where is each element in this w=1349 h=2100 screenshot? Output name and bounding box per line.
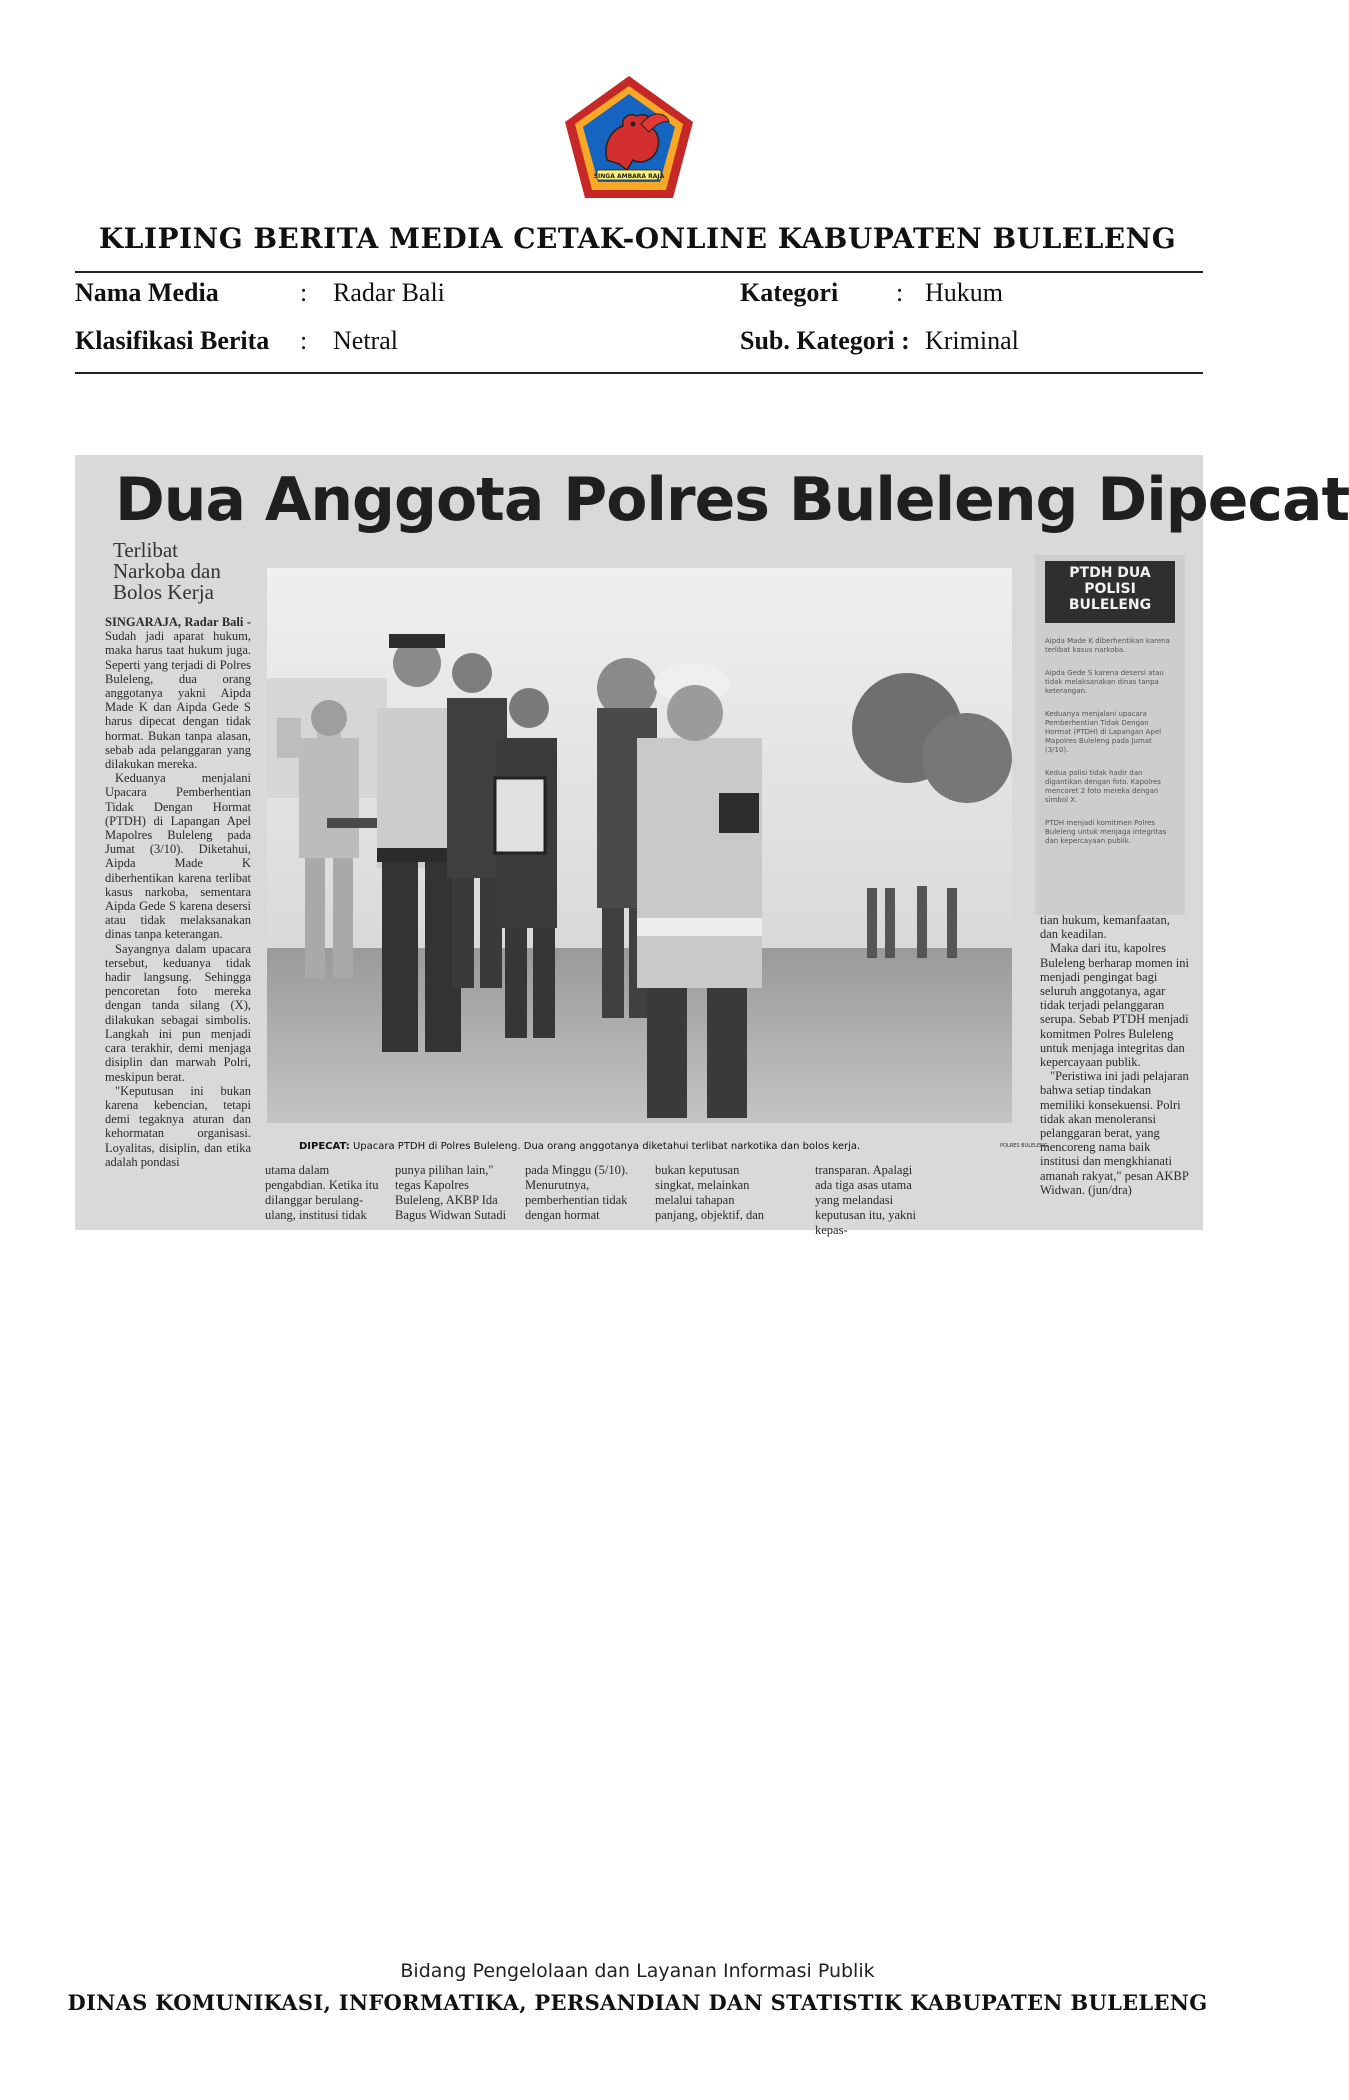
article-column-bottom: pada Minggu (5/10). Menurutnya, pemberhentian tidak dengan hormat	[525, 1163, 629, 1222]
info-box	[1035, 555, 1185, 915]
nama-media-colon: :	[300, 278, 308, 307]
info-box-item: Aipda Gede S karena desersi atau tidak melaksanakan dinas tanpa keterangan.	[1045, 669, 1164, 695]
nama-media-value: Radar Bali	[333, 278, 445, 307]
article-subhead: Terlibat Narkoba dan Bolos Kerja	[113, 538, 221, 604]
article-paragraph: Maka dari itu, kapolres Buleleng berharap momen ini menjadi pengingat bagi seluruh anggotanya, agar tidak terjadi pelanggaran serupa. Sebab PTDH menjadi komitmen Polres Buleleng untuk menjaga integritas dan kepercayaan publik.	[1040, 941, 1189, 1070]
info-box-item: Aipda Made K diberhentikan karena terlibat kasus narkoba.	[1045, 637, 1170, 654]
ceremony-photo	[267, 568, 1012, 1123]
article-column-left	[105, 615, 251, 1169]
info-box-item: PTDH menjadi komitmen Polres Buleleng untuk menjaga integritas dan kepercayaan publik.	[1045, 819, 1167, 845]
article-dateline: SINGARAJA, Radar Bali -	[105, 615, 251, 629]
sub-kategori-value: Kriminal	[925, 326, 1019, 355]
meta-divider	[75, 372, 1203, 374]
article-paragraph: Sudah jadi aparat hukum, maka harus taat hukum juga. Seperti yang terjadi di Polres Buleleng, dua orang anggotanya yakni Aipda Made K dan Aipda Gede S harus dipecat dengan tidak hormat. Bukan tanpa alasan, sebab ada pelanggaran yang dilakukan mereka.	[105, 629, 251, 772]
page-title: KLIPING BERITA MEDIA CETAK-ONLINE KABUPATEN BULELENG	[98, 222, 1177, 255]
kategori-label: Kategori	[740, 278, 839, 307]
photo-credit: POLRES BULELENG	[1000, 1143, 1048, 1149]
article-paragraph: tian hukum, kemanfaatan, dan keadilan.	[1040, 913, 1170, 942]
klasifikasi-label: Klasifikasi Berita	[75, 326, 270, 355]
kategori-value: Hukum	[925, 278, 1003, 307]
svg-text:SINGA AMBARA RAJA: SINGA AMBARA RAJA	[593, 173, 665, 180]
footer-division: Bidang Pengelolaan dan Layanan Informasi Publik	[400, 1960, 875, 1982]
klasifikasi-colon: :	[300, 326, 308, 355]
article-column-bottom: transparan. Apalagi ada tiga asas utama yang melandasi keputusan itu, yakni kepas-	[815, 1163, 917, 1237]
article-paragraph: "Peristiwa ini jadi pelajaran bahwa setiap tindakan memiliki konsekuensi. Polri tidak akan menoleransi pelanggaran berat, yang mencoreng nama baik institusi dan mengkhianati amanah rakyat," pesan AKBP Widwan. (jun/dra)	[1040, 1069, 1189, 1197]
info-box-item: Kedua polisi tidak hadir dan digantikan dengan foto. Kapolres mencoret 2 foto mereka dengan simbol X.	[1045, 769, 1161, 804]
nama-media-label: Nama Media	[75, 278, 219, 307]
article-column-bottom: utama dalam pengabdian. Ketika itu dilanggar berulang-ulang, institusi tidak	[265, 1163, 379, 1222]
info-box-title: PTDH DUA POLISI BULELENG	[1045, 561, 1175, 623]
article-paragraph: Keduanya menjalani Upacara Pemberhentian Tidak Dengan Hormat (PTDH) di Lapangan Apel Mapolres Buleleng pada Jumat (3/10). Diketahui, Aipda Made K diberhentikan karena terlibat kasus narkoba, sementara Aipda Gede S karena desersi atau tidak melaksanakan dinas tanpa keterangan.	[105, 771, 251, 942]
info-box-item: Keduanya menjalani upacara Pemberhentian Tidak Dengan Hormat (PTDH) di Lapangan Apel Mapolres Buleleng pada Jumat (3/10).	[1045, 710, 1162, 754]
kategori-colon: :	[896, 278, 904, 307]
article-column-bottom: punya pilihan lain," tegas Kapolres Buleleng, AKBP Ida Bagus Widwan Sutadi	[395, 1163, 507, 1222]
newspaper-clipping	[75, 455, 1349, 1237]
article-column-bottom: bukan keputusan singkat, melainkan melalui tahapan panjang, objektif, dan	[655, 1163, 764, 1222]
article-column-right	[1040, 913, 1190, 1197]
buleleng-emblem-logo	[563, 74, 696, 200]
header-divider	[75, 271, 1203, 273]
klasifikasi-value: Netral	[333, 326, 398, 355]
article-paragraph: Sayangnya dalam upacara tersebut, keduanya tidak hadir langsung. Sehingga pencoretan foto mereka dengan tanda silang (X), dilakukan sebagai simbolis. Langkah ini pun menjadi cara terakhir, demi menjaga disiplin dan marwah Polri, meskipun berat.	[105, 941, 251, 1084]
footer-agency: DINAS KOMUNIKASI, INFORMATIKA, PERSANDIAN DAN STATISTIK KABUPATEN BULELENG	[67, 1990, 1208, 2015]
photo-caption: DIPECAT: Upacara PTDH di Polres Buleleng. Dua orang anggotanya diketahui terlibat narkotika dan bolos kerja.	[299, 1141, 861, 1152]
article-paragraph: "Keputusan ini bukan karena kebencian, tetapi demi tegaknya aturan dan kehormatan organisasi. Loyalitas, disiplin, dan etika adalah pondasi	[105, 1083, 251, 1169]
article-headline: Dua Anggota Polres Buleleng Dipecat	[115, 465, 1349, 535]
sub-kategori-label: Sub. Kategori :	[740, 326, 910, 355]
